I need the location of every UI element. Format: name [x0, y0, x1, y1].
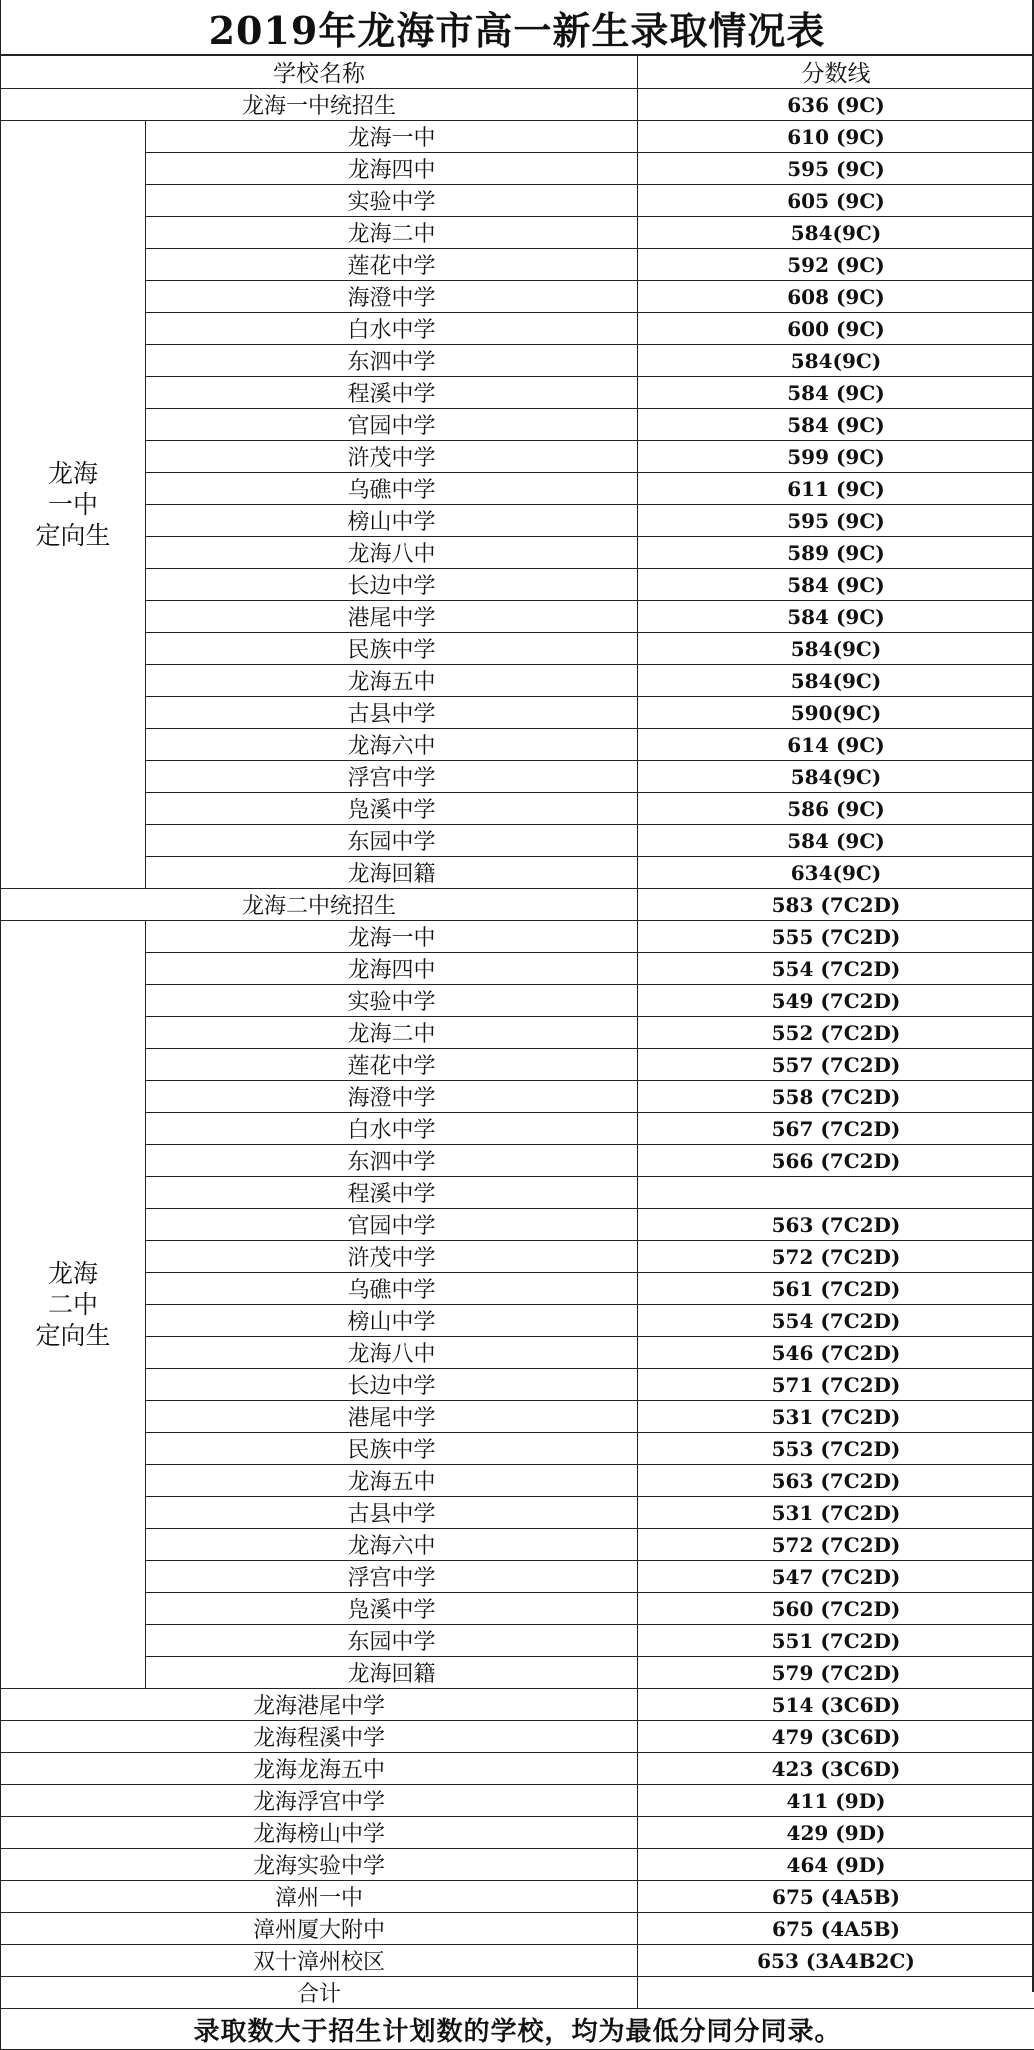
- score-value: 464 (9D): [638, 1849, 1034, 1881]
- school-name: 龙海二中: [146, 1017, 638, 1049]
- table-row: [1, 1241, 1034, 1273]
- score-value: 675 (4A5B): [638, 1913, 1034, 1945]
- table-row: [1, 1849, 1034, 1881]
- school-name: 龙海二中统招生: [1, 889, 638, 921]
- score-value: 584 (9C): [638, 825, 1034, 857]
- school-name: 程溪中学: [146, 1177, 638, 1209]
- table-row: [1, 633, 1034, 665]
- score-value: 605 (9C): [638, 185, 1034, 217]
- score-value: 557 (7C2D): [638, 1049, 1034, 1081]
- table-row: [1, 1497, 1034, 1529]
- table-row: [1, 1145, 1034, 1177]
- score-value: 584(9C): [638, 665, 1034, 697]
- admission-table-body: [1, 55, 1034, 2050]
- score-value: 608 (9C): [638, 281, 1034, 313]
- school-name: 龙海四中: [146, 153, 638, 185]
- school-name: 浒茂中学: [146, 441, 638, 473]
- school-name: 东园中学: [146, 825, 638, 857]
- table-row: [1, 697, 1034, 729]
- score-value: 584(9C): [638, 761, 1034, 793]
- score-value: 531 (7C2D): [638, 1497, 1034, 1529]
- school-name: 龙海四中: [146, 953, 638, 985]
- table-row: [1, 953, 1034, 985]
- table-row: [1, 409, 1034, 441]
- school-name: 官园中学: [146, 1209, 638, 1241]
- score-value: 675 (4A5B): [638, 1881, 1034, 1913]
- school-name: 榜山中学: [146, 505, 638, 537]
- table-row: [1, 1817, 1034, 1849]
- score-value: 567 (7C2D): [638, 1113, 1034, 1145]
- score-value: 546 (7C2D): [638, 1337, 1034, 1369]
- score-value: 531 (7C2D): [638, 1401, 1034, 1433]
- table-row: [1, 185, 1034, 217]
- school-name: 凫溪中学: [146, 793, 638, 825]
- school-name: 东泗中学: [146, 345, 638, 377]
- school-name: 龙海一中: [146, 121, 638, 153]
- footer-note: 录取数大于招生计划数的学校，均为最低分同分同录。: [1, 2009, 1034, 2050]
- table-row: [1, 1625, 1034, 1657]
- score-value: 595 (9C): [638, 505, 1034, 537]
- table-row: [1, 1753, 1034, 1785]
- school-name: 浮宫中学: [146, 1561, 638, 1593]
- score-value: 551 (7C2D): [638, 1625, 1034, 1657]
- school-name: 龙海六中: [146, 729, 638, 761]
- score-value: 560 (7C2D): [638, 1593, 1034, 1625]
- header-row: [1, 55, 1034, 89]
- group-label: 龙海 一中 定向生: [1, 121, 146, 889]
- table-row: [1, 153, 1034, 185]
- table-row: [1, 1401, 1034, 1433]
- school-name: 龙海程溪中学: [1, 1721, 638, 1753]
- score-value: 549 (7C2D): [638, 985, 1034, 1017]
- table-row: [1, 825, 1034, 857]
- score-value: 614 (9C): [638, 729, 1034, 761]
- table-row: [1, 601, 1034, 633]
- table-row: [1, 249, 1034, 281]
- school-name: 龙海浮宫中学: [1, 1785, 638, 1817]
- school-name: 海澄中学: [146, 281, 638, 313]
- table-row: [1, 1049, 1034, 1081]
- school-name: 长边中学: [146, 569, 638, 601]
- table-row: [1, 537, 1034, 569]
- score-value: 584 (9C): [638, 569, 1034, 601]
- table-row: [1, 1529, 1034, 1561]
- score-value: 479 (3C6D): [638, 1721, 1034, 1753]
- score-value: 579 (7C2D): [638, 1657, 1034, 1689]
- score-value: 566 (7C2D): [638, 1145, 1034, 1177]
- table-row: [1, 1785, 1034, 1817]
- total-row: [1, 1977, 1034, 2009]
- school-name: 龙海一中: [146, 921, 638, 953]
- school-name: 乌礁中学: [146, 473, 638, 505]
- table-row: [1, 793, 1034, 825]
- table-row: [1, 1273, 1034, 1305]
- table-row: [1, 217, 1034, 249]
- school-name: 漳州一中: [1, 1881, 638, 1913]
- score-value: 554 (7C2D): [638, 1305, 1034, 1337]
- table-row: [1, 1881, 1034, 1913]
- school-name: 海澄中学: [146, 1081, 638, 1113]
- score-value: 411 (9D): [638, 1785, 1034, 1817]
- school-name: 榜山中学: [146, 1305, 638, 1337]
- table-row: [1, 985, 1034, 1017]
- school-name: 实验中学: [146, 185, 638, 217]
- table-row: [1, 281, 1034, 313]
- score-value: 554 (7C2D): [638, 953, 1034, 985]
- school-name: 漳州厦大附中: [1, 1913, 638, 1945]
- header-school: 学校名称: [1, 55, 638, 89]
- table-row: [1, 569, 1034, 601]
- school-name: 东园中学: [146, 1625, 638, 1657]
- school-name: 龙海一中统招生: [1, 89, 638, 121]
- score-value: 572 (7C2D): [638, 1529, 1034, 1561]
- admission-table: [0, 54, 1034, 2050]
- table-row: [1, 1945, 1034, 1977]
- table-row: [1, 1209, 1034, 1241]
- score-value: 423 (3C6D): [638, 1753, 1034, 1785]
- school-name: 龙海港尾中学: [1, 1689, 638, 1721]
- score-value: 555 (7C2D): [638, 921, 1034, 953]
- score-value: 563 (7C2D): [638, 1209, 1034, 1241]
- table-row: [1, 1081, 1034, 1113]
- score-value: 547 (7C2D): [638, 1561, 1034, 1593]
- school-name: 东泗中学: [146, 1145, 638, 1177]
- table-row: [1, 1689, 1034, 1721]
- total-label: 合计: [1, 1977, 638, 2009]
- score-value: 584 (9C): [638, 377, 1034, 409]
- school-name: 龙海龙海五中: [1, 1753, 638, 1785]
- score-value: 571 (7C2D): [638, 1369, 1034, 1401]
- school-name: 龙海六中: [146, 1529, 638, 1561]
- section-row-1: [1, 89, 1034, 121]
- score-value: 584(9C): [638, 217, 1034, 249]
- table-row: [1, 1721, 1034, 1753]
- score-value: [638, 1177, 1034, 1209]
- score-value: 561 (7C2D): [638, 1273, 1034, 1305]
- table-row: [1, 921, 1034, 953]
- score-value: 595 (9C): [638, 153, 1034, 185]
- score-value: 558 (7C2D): [638, 1081, 1034, 1113]
- score-value: 611 (9C): [638, 473, 1034, 505]
- footer-row: [1, 2009, 1034, 2050]
- table-row: [1, 1433, 1034, 1465]
- table-row: [1, 345, 1034, 377]
- school-name: 港尾中学: [146, 601, 638, 633]
- school-name: 龙海实验中学: [1, 1849, 638, 1881]
- school-name: 古县中学: [146, 697, 638, 729]
- school-name: 龙海八中: [146, 1337, 638, 1369]
- table-row: [1, 1561, 1034, 1593]
- table-row: [1, 1113, 1034, 1145]
- group-label: 龙海 二中 定向生: [1, 921, 146, 1689]
- school-name: 浮宫中学: [146, 761, 638, 793]
- school-name: 实验中学: [146, 985, 638, 1017]
- table-row: [1, 313, 1034, 345]
- school-name: 龙海榜山中学: [1, 1817, 638, 1849]
- school-name: 官园中学: [146, 409, 638, 441]
- table-row: [1, 1369, 1034, 1401]
- score-value: 653 (3A4B2C): [638, 1945, 1034, 1977]
- school-name: 龙海五中: [146, 665, 638, 697]
- score-value: 636 (9C): [638, 89, 1034, 121]
- total-value: [638, 1977, 1034, 2009]
- score-value: 514 (3C6D): [638, 1689, 1034, 1721]
- score-value: 572 (7C2D): [638, 1241, 1034, 1273]
- score-value: 583 (7C2D): [638, 889, 1034, 921]
- school-name: 长边中学: [146, 1369, 638, 1401]
- table-row: [1, 1913, 1034, 1945]
- score-value: 429 (9D): [638, 1817, 1034, 1849]
- school-name: 乌礁中学: [146, 1273, 638, 1305]
- score-value: 584 (9C): [638, 409, 1034, 441]
- section-row-2: [1, 889, 1034, 921]
- table-row: [1, 377, 1034, 409]
- score-value: 600 (9C): [638, 313, 1034, 345]
- score-value: 584(9C): [638, 633, 1034, 665]
- table-row: [1, 441, 1034, 473]
- score-value: 634(9C): [638, 857, 1034, 889]
- school-name: 龙海五中: [146, 1465, 638, 1497]
- table-row: [1, 1017, 1034, 1049]
- page-title: 2019年龙海市高一新生录取情况表: [1, 0, 1034, 56]
- table-row: [1, 761, 1034, 793]
- school-name: 龙海八中: [146, 537, 638, 569]
- table-row: [1, 1177, 1034, 1209]
- school-name: 民族中学: [146, 633, 638, 665]
- school-name: 龙海回籍: [146, 1657, 638, 1689]
- table-row: [1, 473, 1034, 505]
- school-name: 程溪中学: [146, 377, 638, 409]
- table-row: [1, 1337, 1034, 1369]
- school-name: 龙海二中: [146, 217, 638, 249]
- school-name: 莲花中学: [146, 1049, 638, 1081]
- table-row: [1, 665, 1034, 697]
- score-value: 584 (9C): [638, 601, 1034, 633]
- table-row: [1, 121, 1034, 153]
- school-name: 古县中学: [146, 1497, 638, 1529]
- title-table: [0, 0, 1034, 56]
- school-name: 民族中学: [146, 1433, 638, 1465]
- table-row: [1, 857, 1034, 889]
- score-value: 610 (9C): [638, 121, 1034, 153]
- table-row: [1, 729, 1034, 761]
- table-row: [1, 505, 1034, 537]
- table-row: [1, 1465, 1034, 1497]
- header-score: 分数线: [638, 55, 1034, 89]
- score-value: 586 (9C): [638, 793, 1034, 825]
- school-name: 凫溪中学: [146, 1593, 638, 1625]
- school-name: 双十漳州校区: [1, 1945, 638, 1977]
- table-row: [1, 1657, 1034, 1689]
- table-row: [1, 1593, 1034, 1625]
- score-value: 584(9C): [638, 345, 1034, 377]
- score-value: 589 (9C): [638, 537, 1034, 569]
- score-value: 599 (9C): [638, 441, 1034, 473]
- school-name: 龙海回籍: [146, 857, 638, 889]
- score-value: 553 (7C2D): [638, 1433, 1034, 1465]
- school-name: 白水中学: [146, 313, 638, 345]
- school-name: 港尾中学: [146, 1401, 638, 1433]
- school-name: 白水中学: [146, 1113, 638, 1145]
- score-value: 563 (7C2D): [638, 1465, 1034, 1497]
- score-value: 590(9C): [638, 697, 1034, 729]
- score-value: 592 (9C): [638, 249, 1034, 281]
- school-name: 浒茂中学: [146, 1241, 638, 1273]
- table-row: [1, 1305, 1034, 1337]
- school-name: 莲花中学: [146, 249, 638, 281]
- score-value: 552 (7C2D): [638, 1017, 1034, 1049]
